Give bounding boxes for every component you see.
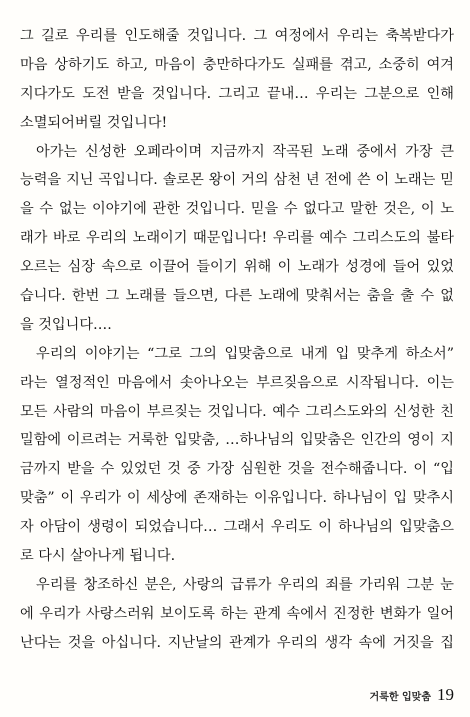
text-line: 그 길로 우리를 인도해줄 것입니다. 그 여정에서 우리는 축복받다가 xyxy=(20,28,454,44)
text-line: 오르는 심장 속으로 이끌어 들이기 위해 이 노래가 성경에 들어 있었 xyxy=(20,259,454,276)
text-line: 소멸되어버릴 것입니다! xyxy=(20,114,168,131)
text-line: 맞춤” 이 우리가 이 세상에 존재하는 이유입니다. 하나님이 입 맞추시 xyxy=(20,490,454,507)
text-line: 로 다시 살아나게 됩니다. xyxy=(20,548,176,565)
text-line: 을 수 없는 이야기에 관한 것입니다. 믿을 수 없다고 말한 것은, 이 노 xyxy=(20,201,454,218)
text-line: 모든 사람의 마음이 부르짖는 것입니다. 예수 그리스도와의 신성한 친 xyxy=(20,403,454,420)
body-text xyxy=(20,22,454,658)
text-line: 지다가도 도전 받을 것입니다. 그리고 끝내… 우리는 그분으로 인해 xyxy=(20,85,454,102)
text-line: 능력을 지닌 곡입니다. 솔로몬 왕이 거의 삼천 년 전에 쓴 이 노래는 믿 xyxy=(20,172,454,189)
text-line: 을 것입니다…. xyxy=(20,316,112,333)
paragraph-3 xyxy=(20,340,454,571)
text-line: 마음 상하기도 하고, 마음이 충만하다가도 실패를 겪고, 소중히 여겨 xyxy=(20,56,454,73)
paragraph-2 xyxy=(20,138,454,340)
text-line: 난다는 것을 아십니다. 지난날의 관계가 우리의 생각 속에 거짓을 집 xyxy=(20,634,454,651)
page-footer xyxy=(370,685,454,707)
page-number: 19 xyxy=(437,685,454,704)
text-line: 습니다. 한번 그 노래를 들으면, 다른 노래에 맞춰서는 춤을 출 수 없 xyxy=(20,288,454,305)
text-line: 우리를 창조하신 분은, 사랑의 급류가 우리의 죄를 가리워 그분 눈 xyxy=(36,576,454,593)
text-line: 밀함에 이르려는 거룩한 입맞춤, …하나님의 입맞춤은 인간의 영이 지 xyxy=(20,432,454,449)
text-line: 아가는 신성한 오페라이며 지금까지 작곡된 노래 중에서 가장 큰 xyxy=(36,143,454,160)
text-line: 금까지 받을 수 있었던 것 중 가장 심원한 것을 전수해줍니다. 이 “입 xyxy=(20,461,454,478)
paragraph-4 xyxy=(20,571,454,658)
paragraph-1 xyxy=(20,22,454,138)
running-title: 거룩한 입맞춤 xyxy=(369,692,431,703)
text-line: 래가 바로 우리의 노래이기 때문입니다! 우리를 예수 그리스도의 불타 xyxy=(20,230,454,247)
text-line: 에 우리가 사랑스러워 보이도록 하는 관계 속에서 진정한 변화가 일어 xyxy=(20,605,454,622)
text-line: 자 아담이 생령이 되었습니다… 그래서 우리도 이 하나님의 입맞춤으 xyxy=(20,519,454,536)
text-line: 라는 열정적인 마음에서 솟아나오는 부르짖음으로 시작됩니다. 이는 xyxy=(20,374,454,391)
text-line: 우리의 이야기는 “그로 그의 입맞춤으로 내게 입 맞추게 하소서” xyxy=(36,345,454,362)
